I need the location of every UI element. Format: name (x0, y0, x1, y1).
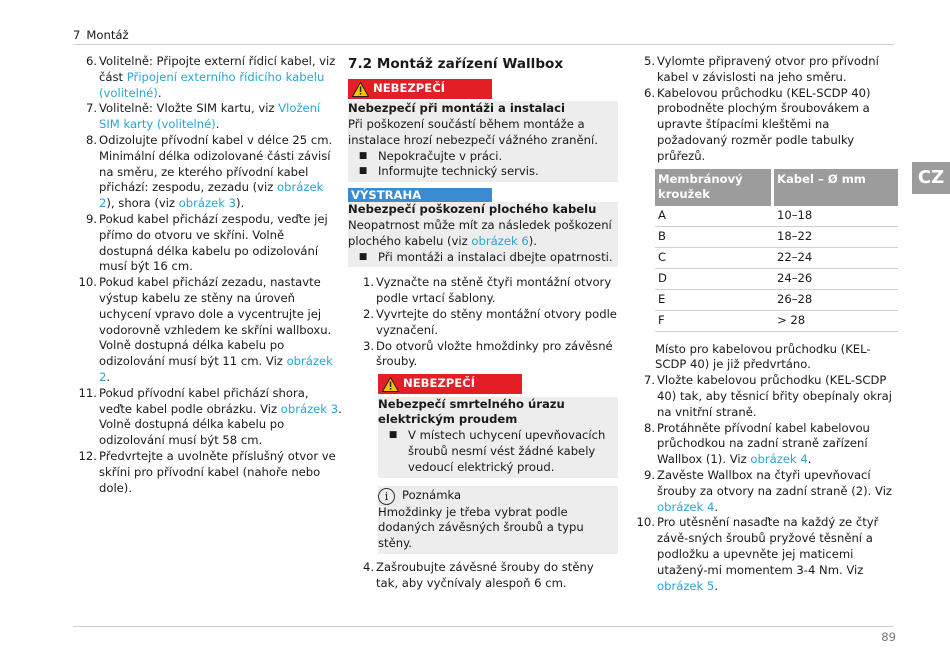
column-left (66, 54, 342, 496)
table-row (655, 227, 898, 248)
step-10: 10. Pokud kabel přichází zezadu, nastavte výstup kabelu ze stěny na úroveň uchycení vpravo dole a vycentrujte jej vodorovně vzhledem ke skříni wallboxu. Volně dostupná délka kabelu po odizolování musí být 11 cm. Viz obrázek 2. (78, 275, 333, 384)
step-1: 1. Vyznačte na stěně čtyři montážní otvory podle vrtací šablony. (362, 275, 612, 306)
table-cell-ring: A (655, 206, 774, 227)
table-cell-ring: C (655, 248, 774, 269)
step-10: 10. Pro utěsnění nasaďte na každý ze čtyř závě-sných šroubů pryžové těsnění a podložku a upevněte jej maticemi utažený-mi momentem 3-4 Nm. Viz obrázek 5. (636, 515, 879, 593)
caution-label: VÝSTRAHA (348, 188, 492, 202)
link-figure-5[interactable]: obrázek 5 (657, 578, 715, 593)
chapter-number: 7 (73, 28, 81, 42)
link-figure-3[interactable]: obrázek 3 (280, 401, 339, 416)
danger-label: NEBEZPEČÍ (348, 79, 492, 99)
pre-drilled-note: Místo pro kabelovou průchodku (KEL-SCDP 40) je již předvrtáno. (655, 341, 871, 372)
warning-triangle-icon (382, 377, 399, 392)
table-cell-diameter: 18–22 (774, 227, 898, 248)
column-middle (348, 54, 618, 592)
table-header: Membránový kroužek (655, 169, 774, 206)
step-3: 3. Do otvorů vložte hmoždinky pro závěsné šrouby. (362, 338, 613, 369)
step-4: 4. Zašroubujte závěsné šrouby do stěny tak, aby vyčnívaly alespoň 6 cm. (362, 559, 594, 590)
column-right (624, 54, 898, 594)
table-cell-diameter: 26–28 (774, 290, 898, 311)
step-9: 9. Pokud kabel přichází zespodu, veďte jej přímo do otvoru ve skříni. Volně dostupná délka kabelu po odizolování musí být 16 cm. (85, 211, 328, 274)
step-2: 2. Vyvrtejte do stěny montážní otvory podle vyznačení. (362, 307, 617, 337)
table-cell-ring: F (655, 311, 774, 332)
step-6: 6. Kabelovou průchodku (KEL-SCDP 40) probodněte plochým šroubovákem a upravte štípacími kleštěmi na požadovaný rozměr podle tabulky průřezů. (643, 85, 871, 163)
step-11: 11. Pokud přívodní kabel přichází shora, veďte kabel podle obrázku. Viz obrázek 3. Volně dostupná délka kabelu po odizolování musí být 58 cm. (78, 385, 342, 448)
step-7: 7. Vložte kabelovou průchodku (KEL-SCDP 40) tak, aby těsnicí břity obepínaly okraj na vnitřní straně. (643, 373, 892, 419)
link-figure-4[interactable]: obrázek 4 (657, 499, 715, 514)
caution-box-flat-cable: Nebezpečí poškození plochého kabelu Neopatrnost může mít za následek poškození plochého kabelu (viz obrázek 6). ■ Při montáži a instalaci dbejte opatrnosti. (348, 202, 618, 267)
table-cell-diameter: > 28 (774, 311, 898, 332)
table-cell-ring: E (655, 290, 774, 311)
step-8: 8. Protáhněte přívodní kabel kabelovou průchodkou na zadní straně zařízení Wallbox (1). Viz obrázek 4. (643, 420, 870, 467)
link-sim-card[interactable]: Vložení SIM karty (volitelné) (99, 101, 321, 132)
danger-box-installation: Nebezpečí při montáži a instalaci Při poškození součástí během montáže a instalace hrozí nebezpečí vážného zranění. ■ Nepokračujte v práci. ■ Informujte technický servis. (348, 101, 618, 182)
table-row (655, 311, 898, 332)
footer-divider (73, 626, 894, 627)
step-8: 8. Odizolujte přívodní kabel v délce 25 cm. Minimální délka odizolované části závisí na směru, ze kterého přívodní kabel přichází: zespodu, zezadu (viz obrázek 2), shora (viz obrázek 3). (85, 132, 333, 211)
list-item: ■ Nepokračujte v práci. (358, 148, 503, 163)
table-row (655, 206, 898, 227)
table-cell-diameter: 22–24 (774, 248, 898, 269)
chapter-title: Montáž (86, 28, 129, 42)
table-row (655, 269, 898, 290)
step-9: 9. Zavěste Wallbox na čtyři upevňovací šrouby za otvory na zadní straně (2). Viz obrázek 4. (643, 467, 893, 514)
warning-triangle-icon (352, 82, 369, 97)
link-figure-2[interactable]: obrázek 2 (99, 354, 333, 384)
running-header (73, 28, 135, 44)
step-7: 7. Volitelně: Vložte SIM kartu, viz Vložení SIM karty (volitelné). (85, 101, 321, 132)
list-item: ■ V místech uchycení upevňovacích šroubů nesmí vést žádné kabely vedoucí elektrický proud. (388, 428, 606, 474)
table-cell-diameter: 24–26 (774, 269, 898, 290)
link-figure-2[interactable]: obrázek 2 (99, 180, 324, 211)
step-12: 12. Předvrtejte a uvolněte příslušný otvor ve skříni pro přívodní kabel (nahoře nebo dole). (78, 448, 336, 495)
table-cell-diameter: 10–18 (774, 206, 898, 227)
table-cell-ring: B (655, 227, 774, 248)
link-figure-4[interactable]: obrázek 4 (750, 452, 808, 467)
danger-box-electric-shock: Nebezpečí smrtelného úrazu elektrickým proudem ■ V místech uchycení upevňovacích šroubů nesmí vést žádné kabely vedoucí elektrický proud. (378, 397, 618, 478)
section-title: 7.2 Montáž zařízení Wallbox (348, 56, 564, 72)
link-figure-6[interactable]: obrázek 6 (471, 233, 529, 248)
link-external-control-cable[interactable]: Připojení externího řídicího kabelu (volitelné) (99, 69, 325, 100)
language-tab: CZ (912, 162, 950, 194)
table-row (655, 290, 898, 311)
step-5: 5. Vylomte připravený otvor pro přívodní kabel v závislosti na jeho směru. (643, 54, 879, 84)
cable-size-table (655, 169, 898, 332)
header-divider (73, 44, 894, 45)
step-6: 6. Volitelně: Připojte externí řídicí kabel, viz část Připojení externího řídicího kabelu (volitelné). (85, 54, 336, 100)
danger-label: NEBEZPEČÍ (378, 374, 522, 394)
list-item: ■ Informujte technický servis. (358, 164, 539, 179)
table-cell-ring: D (655, 269, 774, 290)
info-icon: i (378, 488, 395, 505)
table-header: Kabel – Ø mm (774, 169, 898, 206)
table-row (655, 248, 898, 269)
list-item: ■ Při montáži a instalaci dbejte opatrnosti. (358, 249, 613, 264)
link-figure-3[interactable]: obrázek 3 (178, 196, 237, 211)
page-number: 89 (881, 630, 896, 644)
note-box: i Poznámka Hmoždinky je třeba vybrat podle dodaných závěsných šroubů a typu stěny. (378, 486, 618, 554)
